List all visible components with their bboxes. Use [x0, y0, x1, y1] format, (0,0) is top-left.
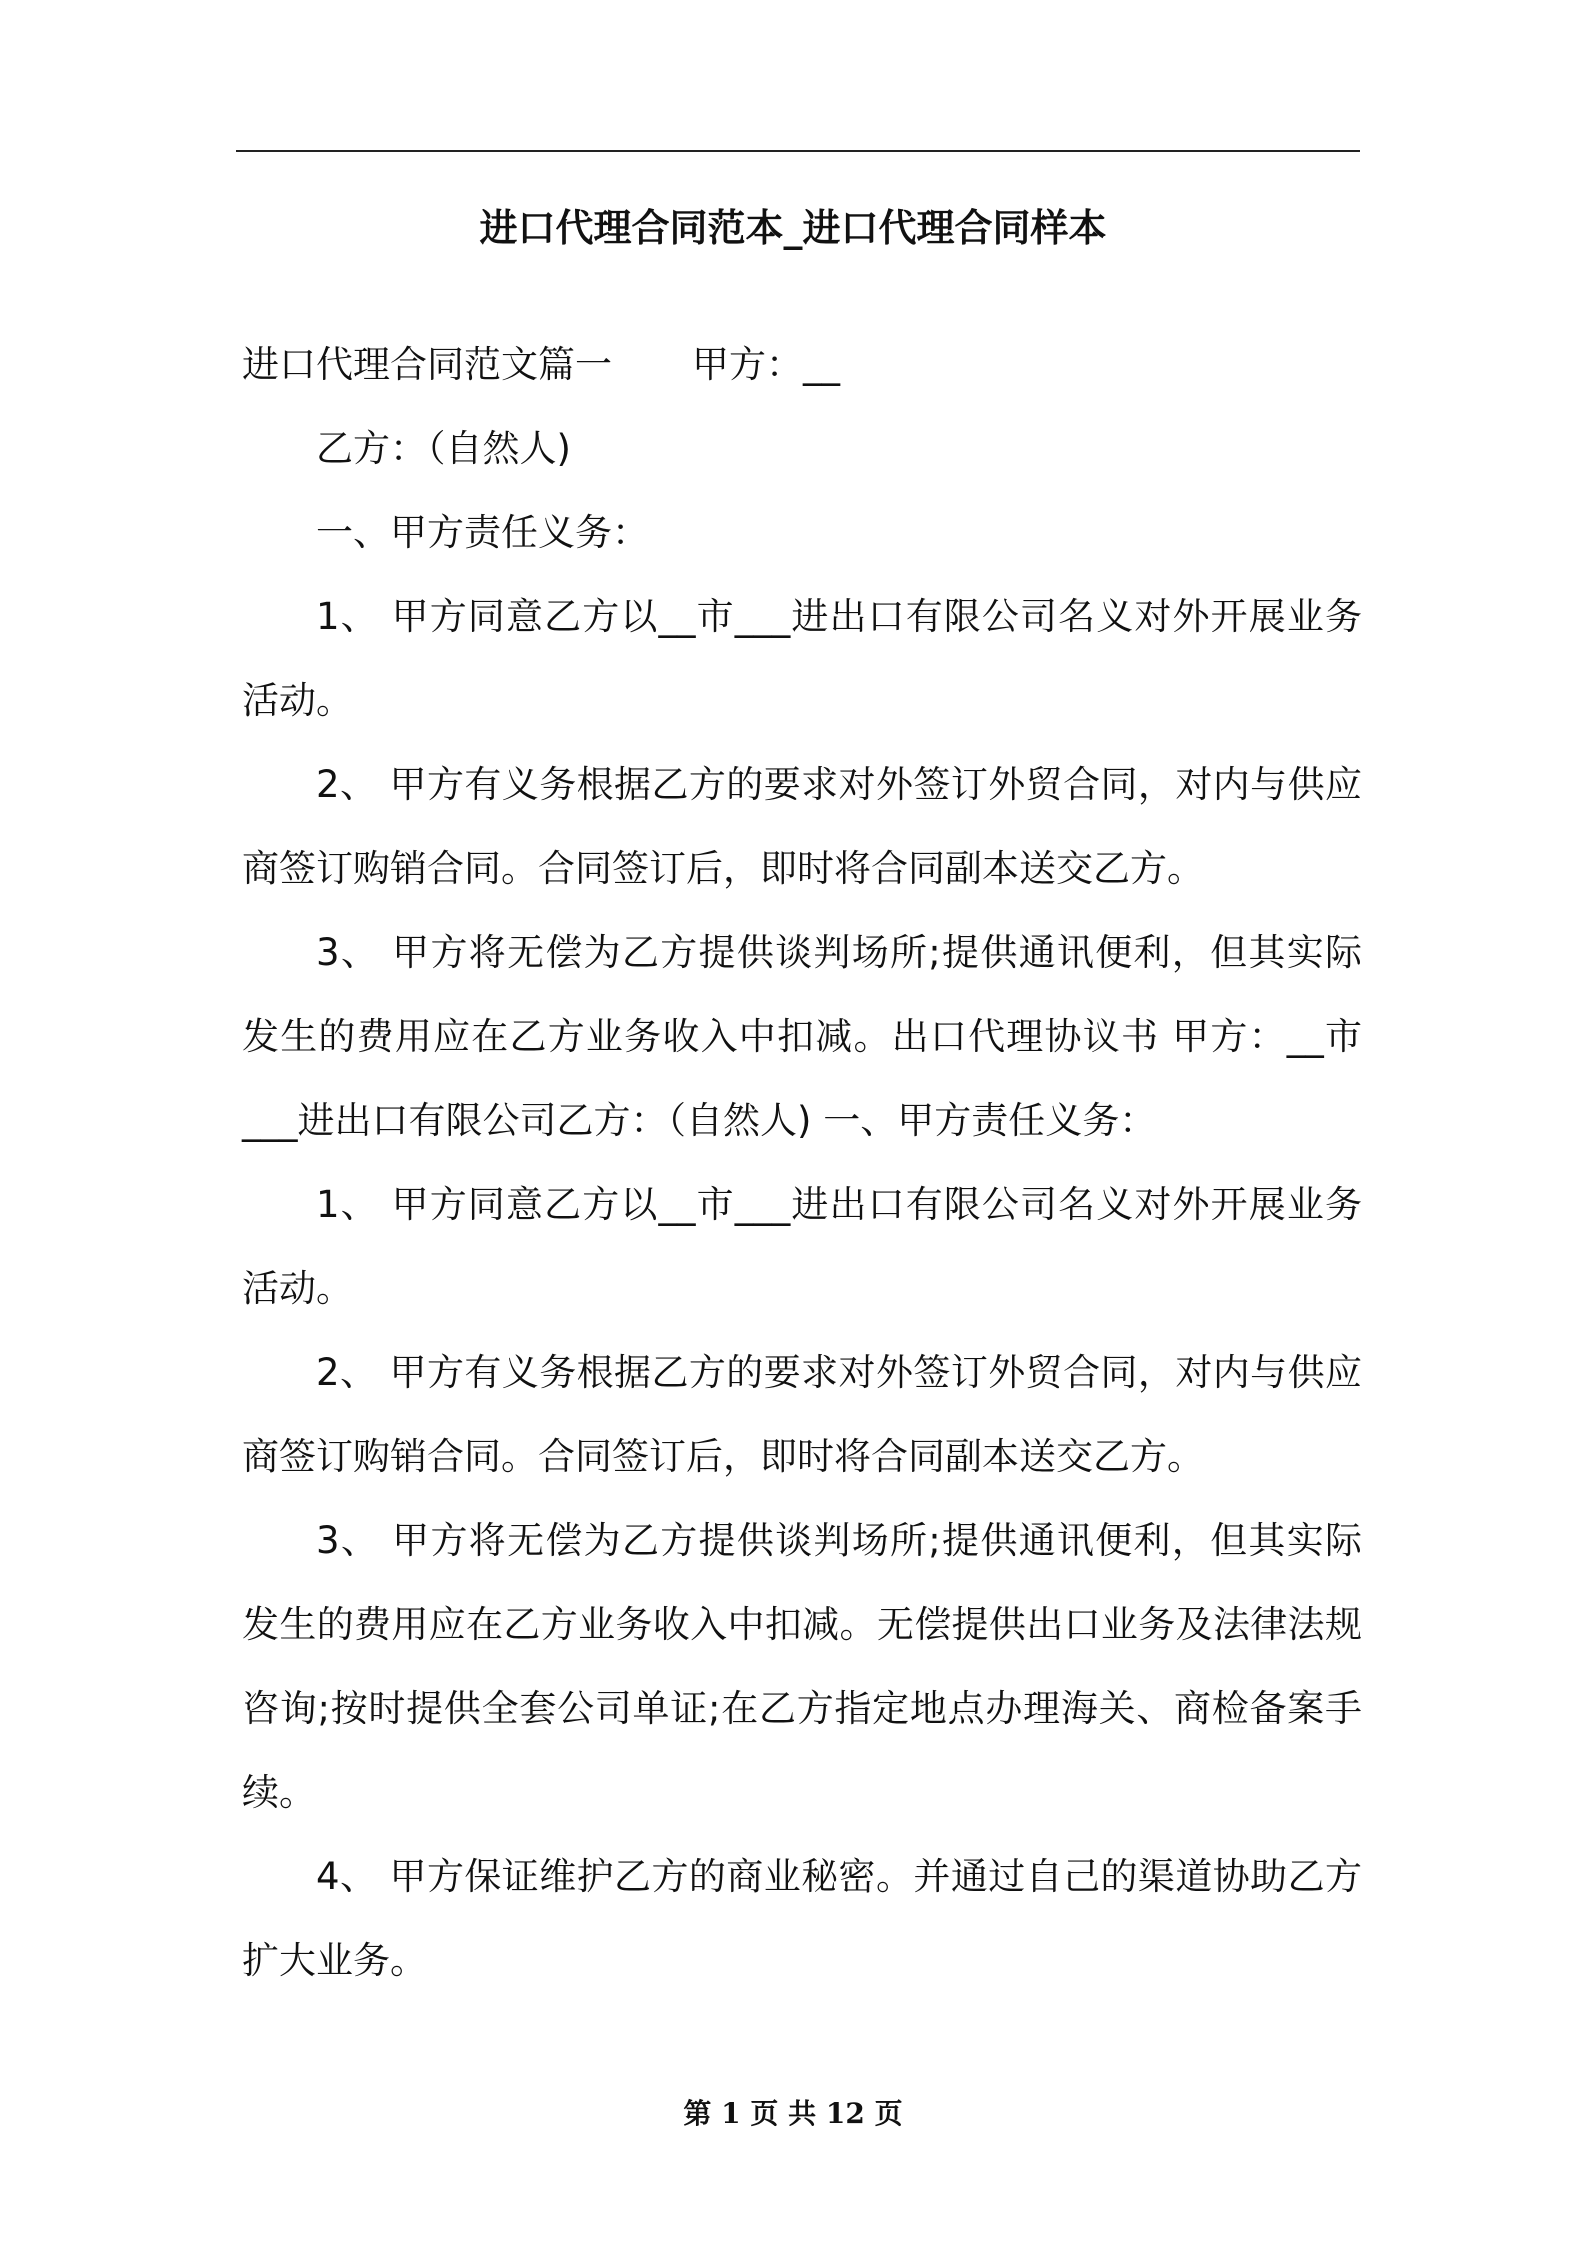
paragraph: 2、 甲方有义务根据乙方的要求对外签订外贸合同，对内与供应商签订购销合同。合同签订后，即时将合同副本送交乙方。 — [242, 1351, 1362, 1478]
header-rule — [236, 150, 1360, 152]
document-title: 进口代理合同范本_进口代理合同样本 — [479, 206, 1107, 250]
intro-line — [242, 323, 1362, 407]
page-number: 第 1 页 共 12 页 — [683, 2097, 903, 2130]
paragraph: 4、 甲方保证维护乙方的商业秘密。并通过自己的渠道协助乙方扩大业务。 — [242, 1855, 1362, 1982]
party-a-line: 甲方：__ — [692, 343, 840, 386]
paragraph: 3、 甲方将无偿为乙方提供谈判场所;提供通讯便利，但其实际发生的费用应在乙方业务收入中扣减。出口代理协议书 甲方：__市___进出口有限公司乙方：（自然人) 一、甲方责任义务： — [242, 931, 1362, 1142]
document-body — [242, 323, 1362, 2003]
paragraph: 乙方：（自然人) — [316, 427, 571, 470]
paragraph: 1、 甲方同意乙方以__市___进出口有限公司名义对外开展业务活动。 — [242, 1183, 1362, 1310]
paragraph: 一、甲方责任义务： — [316, 511, 649, 554]
section-heading: 进口代理合同范文篇一 — [242, 343, 612, 386]
paragraph: 1、 甲方同意乙方以__市___进出口有限公司名义对外开展业务活动。 — [242, 595, 1362, 722]
paragraph: 2、 甲方有义务根据乙方的要求对外签订外贸合同，对内与供应商签订购销合同。合同签订后，即时将合同副本送交乙方。 — [242, 763, 1362, 890]
paragraph: 3、 甲方将无偿为乙方提供谈判场所;提供通讯便利，但其实际发生的费用应在乙方业务收入中扣减。无偿提供出口业务及法律法规咨询;按时提供全套公司单证;在乙方指定地点办理海关、商检备案手续。 — [242, 1519, 1362, 1814]
